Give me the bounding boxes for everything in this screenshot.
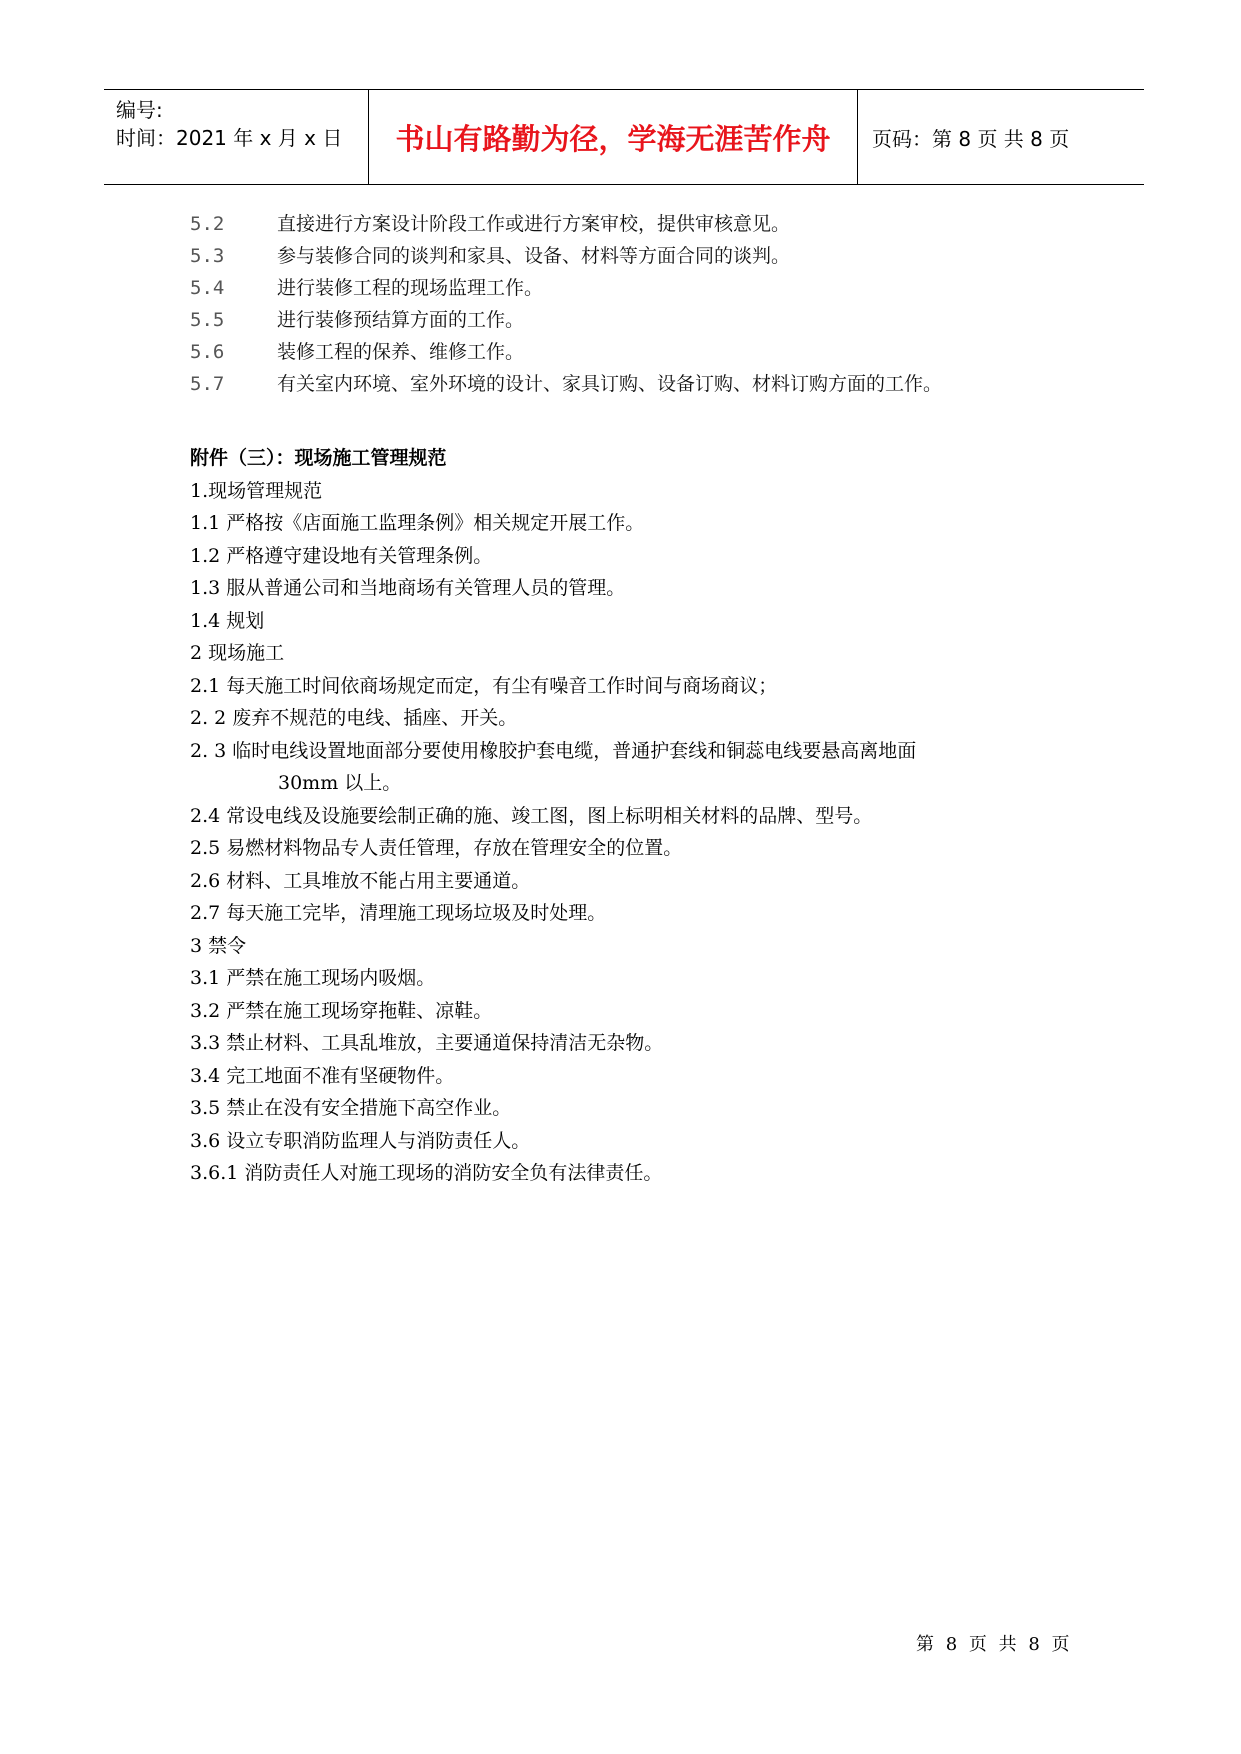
item-text: 直接进行方案设计阶段工作或进行方案审校，提供审核意见。 (277, 213, 791, 235)
body-line: 2.6 材料、工具堆放不能占用主要通道。 (190, 870, 531, 892)
page-header (104, 89, 1144, 185)
header-page-number: 页码：第 8 页 共 8 页 (872, 126, 1070, 151)
body-line: 30mm 以上。 (278, 772, 402, 794)
body-line: 2.4 常设电线及设施要绘制正确的施、竣工图，图上标明相关材料的品牌、型号。 (190, 805, 873, 827)
body-line: 1.1 严格按《店面施工监理条例》相关规定开展工作。 (190, 512, 645, 534)
page-footer: 第 8 页 共 8 页 (916, 1634, 1073, 1655)
body-line: 2.7 每天施工完毕，清理施工现场垃圾及时处理。 (190, 902, 607, 924)
body-line: 1.4 规划 (190, 610, 265, 632)
body-line: 2.5 易燃材料物品专人责任管理，存放在管理安全的位置。 (190, 837, 683, 859)
item-number: 5.2 (190, 213, 225, 235)
body-line: 1.2 严格遵守建设地有关管理条例。 (190, 545, 493, 567)
body-line: 3.6.1 消防责任人对施工现场的消防安全负有法律责任。 (190, 1162, 663, 1184)
body-line: 3.2 严禁在施工现场穿拖鞋、凉鞋。 (190, 1000, 493, 1022)
header-motto-cell (369, 90, 858, 184)
header-page-cell (858, 90, 1144, 184)
body-line: 3 禁令 (190, 935, 247, 957)
body-line: 2. 3 临时电线设置地面部分要使用橡胶护套电缆，普通护套线和铜蕊电线要悬高离地面 (190, 740, 917, 762)
item-text: 进行装修工程的现场监理工作。 (277, 277, 544, 299)
document-number-label: 编号: (116, 98, 163, 122)
item-text: 参与装修合同的谈判和家具、设备、材料等方面合同的谈判。 (277, 245, 791, 267)
item-number: 5.4 (190, 277, 225, 299)
body-line: 3.4 完工地面不准有坚硬物件。 (190, 1065, 455, 1087)
item-text: 进行装修预结算方面的工作。 (277, 309, 525, 331)
body-line: 2.1 每天施工时间依商场规定而定，有尘有噪音工作时间与商场商议； (190, 675, 778, 697)
item-number: 5.5 (190, 309, 225, 331)
header-left-cell (104, 90, 369, 184)
appendix-title: 附件（三）：现场施工管理规范 (190, 447, 447, 469)
document-time-label: 时间：2021 年 x 月 x 日 (116, 126, 343, 150)
item-text: 有关室内环境、室外环境的设计、家具订购、设备订购、材料订购方面的工作。 (277, 373, 943, 395)
item-number: 5.6 (190, 341, 225, 363)
body-line: 3.6 设立专职消防监理人与消防责任人。 (190, 1130, 531, 1152)
body-line: 2 现场施工 (190, 642, 285, 664)
header-motto: 书山有路勤为径，学海无涯苦作舟 (395, 121, 831, 156)
body-line: 1.3 服从普通公司和当地商场有关管理人员的管理。 (190, 577, 626, 599)
body-line: 3.1 严禁在施工现场内吸烟。 (190, 967, 436, 989)
item-number: 5.3 (190, 245, 225, 267)
body-line: 3.5 禁止在没有安全措施下高空作业。 (190, 1097, 512, 1119)
body-line: 3.3 禁止材料、工具乱堆放，主要通道保持清洁无杂物。 (190, 1032, 664, 1054)
item-text: 装修工程的保养、维修工作。 (277, 341, 525, 363)
item-number: 5.7 (190, 373, 225, 395)
body-line: 2. 2 废弃不规范的电线、插座、开关。 (190, 707, 518, 729)
body-line: 1.现场管理规范 (190, 480, 323, 502)
